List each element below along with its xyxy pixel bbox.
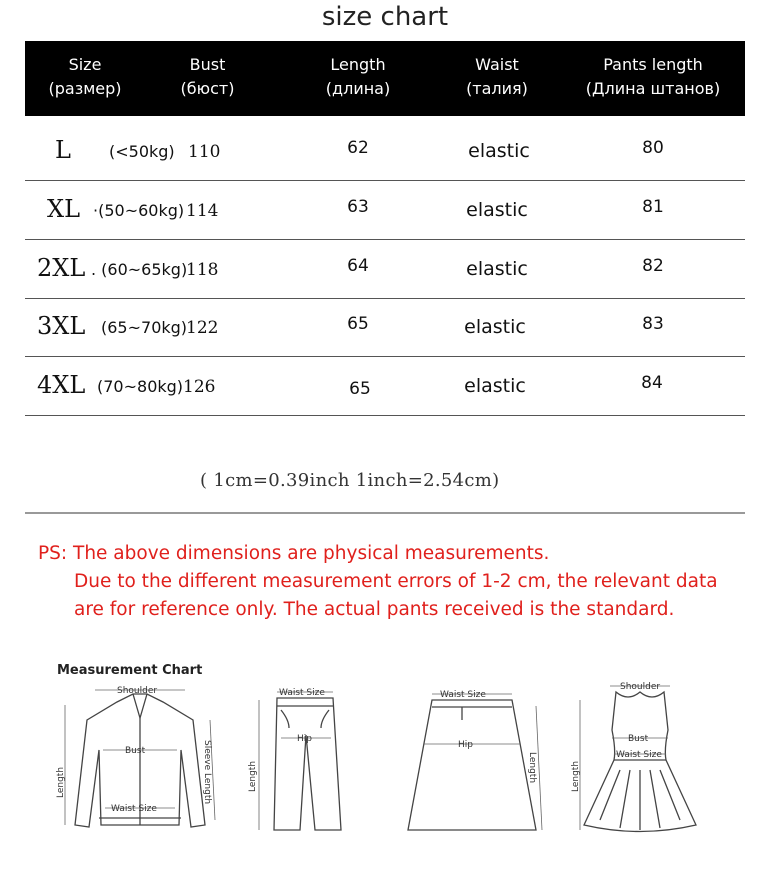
header-size-ru: (размер) bbox=[48, 79, 122, 98]
header-waist-en: Waist bbox=[475, 55, 519, 74]
row-size: L bbox=[55, 136, 71, 164]
row-bust: 110 bbox=[188, 142, 221, 162]
table-row bbox=[25, 298, 745, 357]
header-length-en: Length bbox=[330, 55, 386, 74]
row-length: 62 bbox=[347, 138, 369, 158]
header-size-en: Size bbox=[68, 55, 102, 74]
table-header bbox=[25, 41, 745, 116]
table-row bbox=[25, 122, 745, 181]
row-bust: 118 bbox=[186, 260, 219, 280]
dress-diagram bbox=[570, 680, 710, 845]
dress-waist-label: Waist Size bbox=[616, 750, 662, 760]
divider bbox=[25, 512, 745, 514]
shirt-diagram bbox=[55, 680, 225, 840]
ps-line-3: are for reference only. The actual pants received is the standard. bbox=[74, 599, 675, 620]
row-size: 4XL bbox=[37, 371, 86, 399]
row-pants: 82 bbox=[642, 256, 664, 276]
pants-hip-label: Hip bbox=[297, 734, 312, 744]
pants-length-label: Length bbox=[248, 760, 258, 792]
row-pants: 80 bbox=[642, 138, 664, 158]
header-pants-en: Pants length bbox=[603, 55, 703, 74]
row-weight: ·(50~60kg) bbox=[93, 201, 185, 220]
row-waist: elastic bbox=[466, 199, 528, 221]
table-row bbox=[25, 181, 745, 240]
table-row bbox=[25, 240, 745, 299]
shirt-waist-label: Waist Size bbox=[111, 804, 157, 814]
header-bust-en: Bust bbox=[189, 55, 226, 74]
row-pants: 83 bbox=[642, 314, 664, 334]
header-bust-ru: (бюст) bbox=[180, 79, 235, 98]
row-size: 3XL bbox=[37, 312, 86, 340]
shirt-bust-label: Bust bbox=[125, 746, 146, 756]
pants-diagram bbox=[245, 680, 355, 845]
row-weight: . (60~65kg) bbox=[91, 260, 188, 279]
row-waist: elastic bbox=[464, 375, 526, 397]
row-bust: 114 bbox=[186, 201, 219, 221]
row-length: 65 bbox=[347, 314, 369, 334]
header-waist bbox=[447, 53, 547, 101]
row-waist: elastic bbox=[468, 140, 530, 162]
table-row bbox=[25, 357, 745, 416]
shirt-sleeve-label: Sleeve Length bbox=[202, 740, 212, 805]
header-length-ru: (длина) bbox=[325, 79, 391, 98]
row-bust: 122 bbox=[186, 318, 219, 338]
ps-line-1: PS: The above dimensions are physical measurements. bbox=[38, 543, 550, 564]
ps-line-2: Due to the different measurement errors of 1-2 cm, the relevant data bbox=[74, 571, 718, 592]
skirt-diagram bbox=[400, 680, 550, 845]
row-bust: 126 bbox=[183, 377, 216, 397]
dress-shoulder-label: Shoulder bbox=[620, 682, 661, 692]
skirt-waist-label: Waist Size bbox=[440, 690, 486, 700]
skirt-length-label: Length bbox=[527, 752, 537, 784]
row-weight: (70~80kg) bbox=[97, 377, 184, 396]
row-pants: 81 bbox=[642, 197, 664, 217]
shirt-shoulder-label: Shoulder bbox=[117, 686, 158, 696]
pants-waist-label: Waist Size bbox=[279, 688, 325, 698]
header-waist-ru: (талия) bbox=[466, 79, 528, 98]
row-length: 63 bbox=[347, 197, 369, 217]
header-bust bbox=[160, 53, 255, 101]
row-waist: elastic bbox=[464, 316, 526, 338]
row-waist: elastic bbox=[466, 258, 528, 280]
ps-note bbox=[38, 540, 718, 624]
shirt-length-label: Length bbox=[56, 766, 66, 798]
row-pants: 84 bbox=[641, 373, 663, 393]
dress-bust-label: Bust bbox=[628, 734, 649, 744]
measurement-chart-title: Measurement Chart bbox=[57, 663, 203, 678]
row-length: 64 bbox=[347, 256, 369, 276]
unit-conversion: ( 1cm=0.39inch 1inch=2.54cm) bbox=[200, 470, 500, 491]
skirt-hip-label: Hip bbox=[458, 740, 473, 750]
row-length: 65 bbox=[349, 379, 371, 399]
header-pants-ru: (Длина штанов) bbox=[585, 79, 721, 98]
header-size bbox=[35, 53, 135, 101]
row-size: XL bbox=[47, 195, 81, 223]
row-weight: (<50kg) bbox=[109, 142, 175, 161]
row-size: 2XL bbox=[37, 254, 86, 282]
row-weight: (65~70kg) bbox=[101, 318, 188, 337]
chart-title: size chart bbox=[321, 2, 449, 32]
header-length bbox=[308, 53, 408, 101]
header-pants-length bbox=[573, 53, 733, 101]
dress-length-label: Length bbox=[571, 760, 581, 792]
